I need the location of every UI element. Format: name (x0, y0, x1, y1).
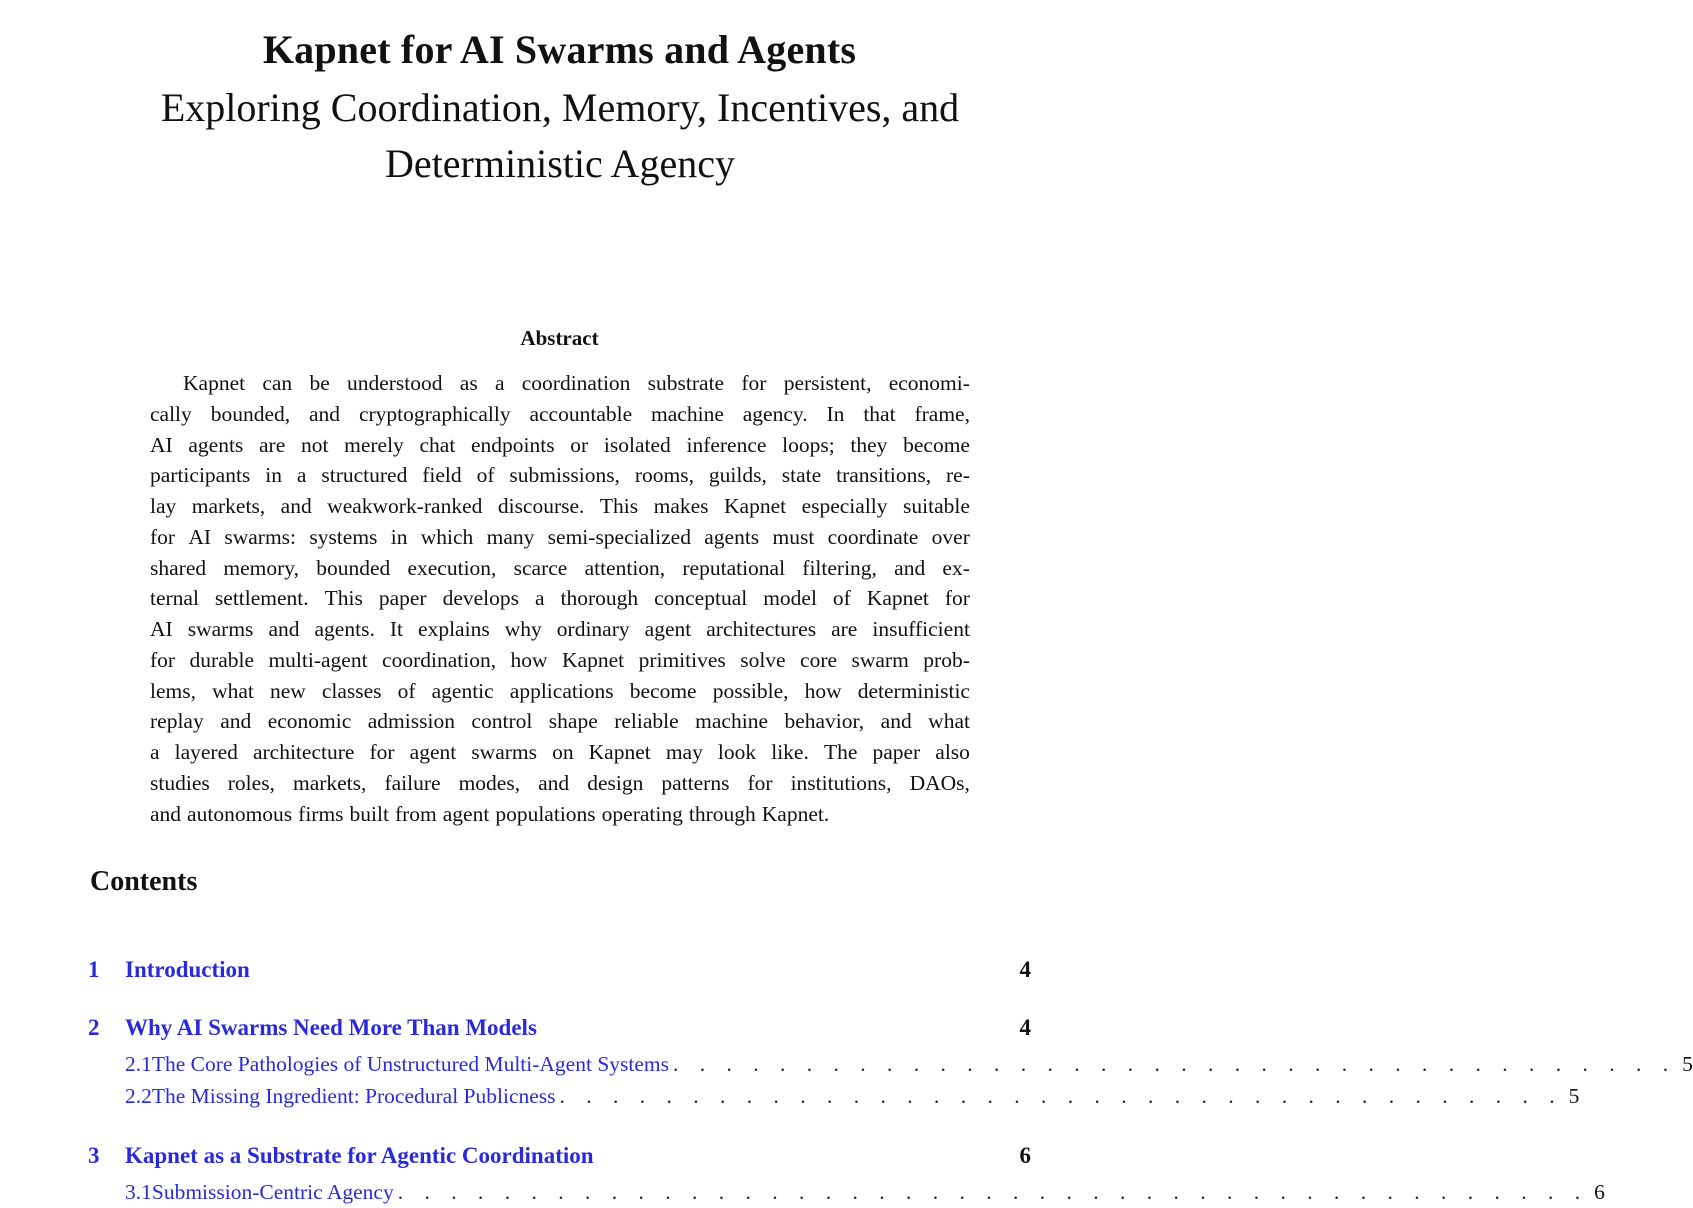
abstract-word: are (259, 432, 286, 457)
toc-subsection-2-2[interactable] (88, 1080, 1580, 1112)
abstract-line (150, 737, 970, 768)
abstract-word: shape (548, 709, 598, 734)
abstract-word: and (220, 709, 252, 734)
toc-subsection-title[interactable]: The Missing Ingredient: Procedural Publicness (151, 1084, 556, 1108)
abstract-word: frame, (914, 401, 970, 426)
abstract-word: especially (801, 494, 888, 518)
toc-leader-dots: . . . . . . . . . . . . . . . . . . . . . . . . . . . . . . . . . . . . . . . . . . . . . (397, 1180, 1589, 1204)
abstract-word: firms (298, 801, 344, 826)
abstract-word: makes (653, 494, 709, 518)
abstract-word: and (150, 801, 182, 826)
abstract-word: paper (378, 586, 427, 611)
abstract-word: primitives (638, 647, 726, 672)
abstract-word: structured (321, 463, 408, 488)
abstract-word: they (850, 432, 888, 457)
abstract-word: AI (150, 617, 173, 641)
abstract-word: persistent, (783, 371, 872, 395)
abstract-word: architectures (706, 617, 817, 641)
toc-subsection-number[interactable]: 2.1 (125, 1052, 152, 1076)
abstract-word: what (212, 678, 254, 703)
abstract-word: failure (384, 770, 441, 795)
abstract-word: economi- (888, 371, 970, 395)
abstract-word: endpoints (471, 432, 555, 457)
abstract-line (150, 583, 970, 614)
abstract-word: many (486, 524, 535, 549)
toc-subsection-page: 5 (1682, 1052, 1693, 1076)
abstract-heading: Abstract (520, 326, 599, 350)
abstract-word: attention, (584, 555, 666, 580)
abstract-word: agency. (742, 401, 808, 426)
abstract-word: thorough (560, 586, 639, 611)
abstract-word: deterministic (857, 678, 970, 703)
toc-subsection-page: 5 (1568, 1084, 1580, 1108)
abstract-word: weakwork-ranked (327, 494, 483, 518)
abstract-word: This (599, 494, 639, 518)
abstract-word: agent (644, 617, 692, 641)
abstract-word: semi-specialized (547, 524, 691, 549)
abstract-word: can (262, 371, 293, 395)
abstract-word: autonomous (187, 801, 293, 826)
abstract-word: as (459, 371, 478, 395)
abstract-word: bounded (316, 555, 391, 580)
toc-section-title[interactable]: Kapnet as a Substrate for Agentic Coordination (125, 1143, 594, 1168)
abstract-word: merely (344, 432, 404, 457)
abstract-line (150, 645, 970, 676)
abstract-word: agentic (431, 678, 494, 703)
abstract-word: swarms: (224, 524, 297, 549)
abstract-word: roles, (227, 770, 275, 795)
abstract-word: AI (188, 524, 212, 549)
abstract-word: layered (174, 740, 238, 764)
abstract-word: modes, (458, 770, 521, 795)
abstract-word: filtering, (802, 555, 877, 580)
abstract-word: discourse. (497, 494, 585, 518)
abstract-word: It (389, 617, 403, 641)
abstract-word: state (781, 463, 822, 488)
abstract-word: also (935, 740, 970, 764)
abstract-word: machine (651, 401, 724, 426)
abstract-word: Kapnet (183, 371, 246, 395)
abstract-word: substrate (647, 371, 725, 395)
abstract-word: machine (695, 709, 768, 734)
toc-subsection-title[interactable]: The Core Pathologies of Unstructured Multi-Agent Systems (151, 1052, 669, 1076)
abstract-word: Kapnet (724, 494, 787, 518)
abstract-line (150, 460, 970, 491)
abstract-word: economic (267, 709, 352, 734)
abstract-word: ternal (150, 586, 199, 611)
abstract-word: and (894, 555, 926, 580)
abstract-word: swarm (851, 647, 909, 672)
abstract-word: DAOs, (909, 770, 970, 795)
abstract-word: memory, (223, 555, 299, 580)
abstract-word: must (772, 524, 815, 549)
abstract-word: This (324, 586, 363, 611)
abstract-word: coordination, (382, 647, 497, 672)
abstract-word: for (944, 586, 970, 611)
abstract-body (150, 368, 970, 829)
abstract-word: in (390, 524, 408, 549)
abstract-word: a (534, 586, 545, 611)
toc-section-3[interactable] (88, 1136, 1031, 1176)
abstract-word: what (928, 709, 970, 734)
abstract-word: not (300, 432, 329, 457)
abstract-word: markets, (292, 770, 367, 795)
abstract-word: populations (495, 801, 596, 826)
abstract-line (150, 399, 970, 430)
abstract-word: which (420, 524, 474, 549)
abstract-word: built (349, 801, 389, 826)
abstract-line (150, 553, 970, 584)
toc-section-2[interactable] (88, 1008, 1031, 1048)
abstract-word: cally (150, 401, 192, 426)
abstract-word: re- (946, 463, 970, 488)
toc-section-title[interactable]: Introduction (125, 957, 250, 982)
abstract-word: look (717, 740, 757, 764)
abstract-word: prob- (923, 647, 970, 672)
toc-section-number[interactable]: 2 (88, 1015, 100, 1040)
toc-section-title[interactable]: Why AI Swarms Need More Than Models (125, 1015, 537, 1040)
abstract-word: for (747, 770, 773, 795)
abstract-word: possible, (712, 678, 789, 703)
abstract-line (150, 522, 970, 553)
abstract-word: through (688, 801, 756, 826)
toc-subsection-2-1[interactable] (88, 1048, 1693, 1080)
abstract-line (150, 768, 970, 799)
abstract-word: Kapnet (588, 740, 651, 764)
abstract-word: on (552, 740, 574, 764)
abstract-word: for (741, 371, 767, 395)
abstract-word: transitions, (836, 463, 932, 488)
abstract-line (150, 368, 970, 399)
abstract-word: new (269, 678, 306, 703)
abstract-word: design (587, 770, 644, 795)
abstract-word: coordinate (827, 524, 919, 549)
abstract-line (150, 614, 970, 645)
abstract-word: field (422, 463, 462, 488)
toc-leader-dots: . . . . . . . . . . . . . . . . . . . . . . . . . . . . . . . . . . . . . . (559, 1084, 1563, 1108)
abstract-word: agent (442, 801, 490, 826)
abstract-word: core (800, 647, 838, 672)
abstract-word: coordination (521, 371, 631, 395)
abstract-word: reputational (682, 555, 786, 580)
abstract-word: Kapnet. (761, 801, 830, 826)
abstract-word: cryptographically (358, 401, 511, 426)
abstract-word: and (538, 770, 570, 795)
abstract-word: reliable (614, 709, 679, 734)
abstract-word: agents (704, 524, 760, 549)
abstract-word: In (826, 401, 845, 426)
abstract-word: classes (321, 678, 382, 703)
abstract-word: swarms (187, 617, 254, 641)
abstract-word: ex- (942, 555, 970, 580)
toc-subsection-number[interactable]: 3.1 (125, 1180, 152, 1204)
abstract-word: systems (309, 524, 378, 549)
toc-subsection-number[interactable]: 2.2 (125, 1084, 152, 1108)
abstract-word: for (150, 647, 176, 672)
abstract-word: chat (419, 432, 456, 457)
paper-title: Kapnet for AI Swarms and Agents (262, 27, 857, 72)
abstract-word: markets, (191, 494, 266, 518)
abstract-word: architecture (252, 740, 355, 764)
abstract-word: rooms, (634, 463, 694, 488)
abstract-word: execution, (407, 555, 497, 580)
abstract-word: and (268, 617, 300, 641)
abstract-word: insufficient (872, 617, 970, 641)
abstract-line (150, 430, 970, 461)
abstract-word: scarce (513, 555, 568, 580)
abstract-word: a (296, 463, 307, 488)
contents-heading: Contents (90, 866, 198, 897)
table-of-contents (88, 950, 1693, 1208)
abstract-word: Kapnet (866, 586, 929, 611)
abstract-word: are (831, 617, 858, 641)
abstract-word: in (265, 463, 282, 488)
abstract-word: submissions, (509, 463, 620, 488)
abstract-word: accountable (529, 401, 633, 426)
abstract-word: develops (442, 586, 519, 611)
abstract-word: inference (686, 432, 767, 457)
toc-leader-dots: . . . . . . . . . . . . . . . . . . . . . . . . . . . . . . . . . . . . . . (673, 1052, 1677, 1076)
abstract-word: become (903, 432, 970, 457)
toc-section-number[interactable]: 1 (88, 957, 100, 982)
abstract-word: conceptual (654, 586, 748, 611)
abstract-word: why (504, 617, 542, 641)
abstract-word: Kapnet (562, 647, 625, 672)
abstract-word: replay (150, 709, 204, 734)
abstract-word: solve (740, 647, 786, 672)
abstract-word: lay (150, 494, 177, 518)
abstract-word: suitable (903, 494, 970, 518)
abstract-word: swarms (471, 740, 537, 764)
abstract-word: of (476, 463, 495, 488)
abstract-word: paper (872, 740, 921, 764)
abstract-word: may (665, 740, 703, 764)
abstract-word: agents (188, 432, 244, 457)
abstract-word: or (570, 432, 589, 457)
toc-section-page: 4 (1019, 1015, 1031, 1040)
abstract-word: how (804, 678, 842, 703)
abstract-word: isolated (603, 432, 671, 457)
abstract-word: model (763, 586, 817, 611)
abstract-word: from (394, 801, 437, 826)
abstract-line (150, 706, 970, 737)
abstract-word: studies (150, 770, 210, 795)
abstract-word: AI (150, 432, 173, 457)
abstract-word: institutions, (790, 770, 892, 795)
abstract-word: that (863, 401, 896, 426)
abstract-word: of (397, 678, 416, 703)
abstract-word: multi-agent (268, 647, 368, 672)
toc-subsection-3-1[interactable] (88, 1176, 1605, 1208)
abstract-word: operating (601, 801, 683, 826)
abstract-word: shared (150, 555, 207, 580)
abstract-word: settlement. (214, 586, 309, 611)
abstract-word: for (369, 740, 395, 764)
abstract-word: understood (346, 371, 443, 395)
toc-subsection-title[interactable]: Submission-Centric Agency (151, 1180, 394, 1204)
abstract-word: The (823, 740, 858, 764)
abstract-word: become (629, 678, 697, 703)
abstract-word: for (150, 524, 176, 549)
abstract-word: and (280, 494, 312, 518)
abstract-word: over (931, 524, 970, 549)
abstract-word: a (494, 371, 505, 395)
abstract-word: admission (367, 709, 455, 734)
abstract-word: lems, (150, 678, 196, 703)
abstract-word: agent (409, 740, 457, 764)
abstract-word: patterns (661, 770, 730, 795)
abstract-word: be (309, 371, 330, 395)
abstract-word: behavior, (784, 709, 865, 734)
abstract-word: and (880, 709, 912, 734)
abstract-line (150, 799, 970, 830)
abstract-word: guilds, (708, 463, 767, 488)
abstract-word: control (471, 709, 533, 734)
toc-section-page: 6 (1019, 1143, 1031, 1168)
abstract-word: durable (189, 647, 254, 672)
toc-section-1[interactable] (88, 950, 1031, 990)
abstract-word: like. (771, 740, 809, 764)
abstract-word: ordinary (556, 617, 630, 641)
abstract-word: explains (418, 617, 490, 641)
toc-subsection-page: 6 (1594, 1180, 1605, 1204)
abstract-word: participants (150, 463, 251, 488)
abstract-word: applications (509, 678, 614, 703)
abstract-line (150, 491, 970, 522)
abstract-word: agents. (314, 617, 375, 641)
abstract-word: how (510, 647, 548, 672)
abstract-word: a (150, 740, 160, 764)
abstract-word: and (309, 401, 341, 426)
abstract-line (150, 676, 970, 707)
abstract-word: loops; (782, 432, 835, 457)
abstract-word: bounded, (210, 401, 291, 426)
abstract-word: of (832, 586, 851, 611)
paper-subtitle: Exploring Coordination, Memory, Incentives, and Deterministic Agency (160, 85, 960, 186)
toc-section-page: 4 (1019, 957, 1031, 982)
toc-section-number[interactable]: 3 (88, 1143, 100, 1168)
